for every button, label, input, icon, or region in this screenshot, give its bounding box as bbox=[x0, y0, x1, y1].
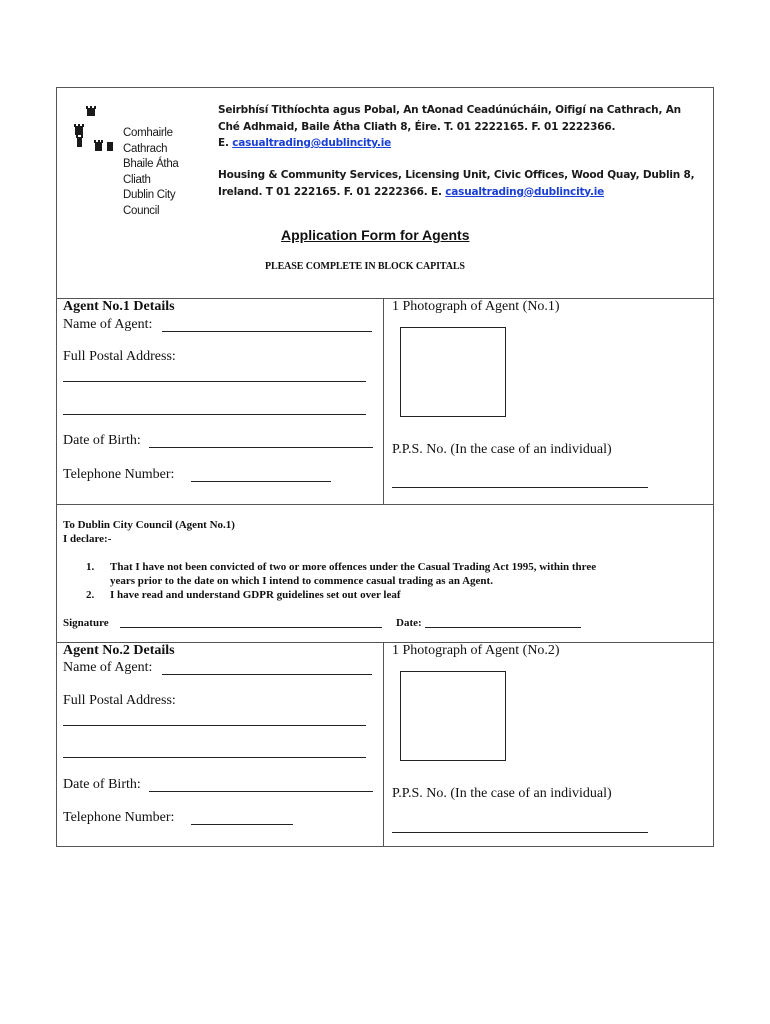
agent1-pps-label: P.P.S. No. (In the case of an individual) bbox=[392, 442, 612, 457]
english-address-line bbox=[218, 184, 694, 201]
english-address-line: Housing & Community Services, Licensing Unit, Civic Offices, Wood Quay, Dublin 8, bbox=[218, 169, 695, 181]
logo-text-line: Bhaile Átha Cliath bbox=[123, 158, 179, 186]
declaration-item1-number: 1. bbox=[86, 561, 95, 573]
agent1-photo-box[interactable] bbox=[400, 327, 506, 417]
agent1-photo-label: 1 Photograph of Agent (No.1) bbox=[392, 299, 560, 314]
agent2-phone-field[interactable] bbox=[191, 824, 293, 825]
agent1-name-field[interactable] bbox=[162, 331, 372, 332]
agent2-address-field-line2[interactable] bbox=[63, 757, 366, 758]
agent2-address-field-line1[interactable] bbox=[63, 725, 366, 726]
date-label: Date: bbox=[396, 617, 422, 629]
agent1-address-field-line1[interactable] bbox=[63, 381, 366, 382]
english-address-block bbox=[218, 167, 694, 200]
agent2-address-label: Full Postal Address: bbox=[63, 693, 176, 708]
english-address-prefix: Ireland. T 01 222165. F. 01 2222366. E. bbox=[218, 185, 446, 198]
column-divider bbox=[383, 642, 384, 847]
agent1-heading: Agent No.1 Details bbox=[63, 299, 175, 314]
irish-email-link[interactable]: casualtrading@dublincity.ie bbox=[232, 137, 392, 149]
agent1-phone-field[interactable] bbox=[191, 481, 331, 482]
form-title: Application Form for Agents bbox=[281, 227, 470, 243]
agent1-dob-label: Date of Birth: bbox=[63, 433, 141, 448]
dublin-city-council-logo bbox=[71, 102, 189, 217]
agent1-dob-field[interactable] bbox=[149, 447, 373, 448]
irish-address-block bbox=[218, 102, 681, 152]
application-form bbox=[56, 87, 714, 847]
agent2-pps-label: P.P.S. No. (In the case of an individual) bbox=[392, 786, 612, 801]
logo-text-line: Dublin City Council bbox=[123, 189, 176, 217]
date-field[interactable] bbox=[425, 627, 581, 628]
agent1-name-label: Name of Agent: bbox=[63, 317, 153, 332]
email-prefix: E. bbox=[218, 137, 233, 149]
agent1-address-label: Full Postal Address: bbox=[63, 349, 176, 364]
castle-crest-icon bbox=[71, 102, 115, 164]
declaration-item1-line: That I have not been convicted of two or more offences under the Casual Trading Act 1995, within three bbox=[110, 561, 597, 573]
declaration-item1-line: years prior to the date on which I intend to commence casual trading as an Agent. bbox=[110, 575, 493, 587]
agent2-phone-label: Telephone Number: bbox=[63, 810, 175, 825]
agent2-heading: Agent No.2 Details bbox=[63, 643, 175, 658]
block-capitals-instruction: PLEASE COMPLETE IN BLOCK CAPITALS bbox=[265, 261, 465, 272]
divider bbox=[57, 504, 713, 505]
agent2-dob-field[interactable] bbox=[149, 791, 373, 792]
agent2-pps-field[interactable] bbox=[392, 832, 648, 833]
irish-email-line bbox=[218, 135, 681, 152]
signature-field[interactable] bbox=[120, 627, 382, 628]
agent2-dob-label: Date of Birth: bbox=[63, 777, 141, 792]
declaration-item2: I have read and understand GDPR guidelines set out over leaf bbox=[110, 589, 401, 601]
english-email-link[interactable]: casualtrading@dublincity.ie bbox=[445, 185, 605, 198]
agent2-photo-label: 1 Photograph of Agent (No.2) bbox=[392, 643, 560, 658]
declaration-item2-number: 2. bbox=[86, 589, 95, 601]
irish-address-line: Seirbhísí Tithíochta agus Pobal, An tAonad Ceadúnúcháin, Oifigí na Cathrach, An bbox=[218, 104, 681, 116]
agent2-name-label: Name of Agent: bbox=[63, 660, 153, 675]
agent2-photo-box[interactable] bbox=[400, 671, 506, 761]
agent2-name-field[interactable] bbox=[162, 674, 372, 675]
agent1-phone-label: Telephone Number: bbox=[63, 467, 175, 482]
irish-address-line: Ché Adhmaid, Baile Átha Cliath 8, Éire. T. 01 2222165. F. 01 2222366. bbox=[218, 120, 616, 133]
column-divider bbox=[383, 298, 384, 505]
declaration-item1 bbox=[110, 560, 596, 588]
agent1-address-field-line2[interactable] bbox=[63, 414, 366, 415]
declaration-heading: To Dublin City Council (Agent No.1) bbox=[63, 519, 235, 531]
signature-label: Signature bbox=[63, 617, 109, 629]
agent1-pps-field[interactable] bbox=[392, 487, 648, 488]
logo-text-line: Comhairle Cathrach bbox=[123, 127, 173, 155]
declaration-declare: I declare:- bbox=[63, 533, 112, 545]
